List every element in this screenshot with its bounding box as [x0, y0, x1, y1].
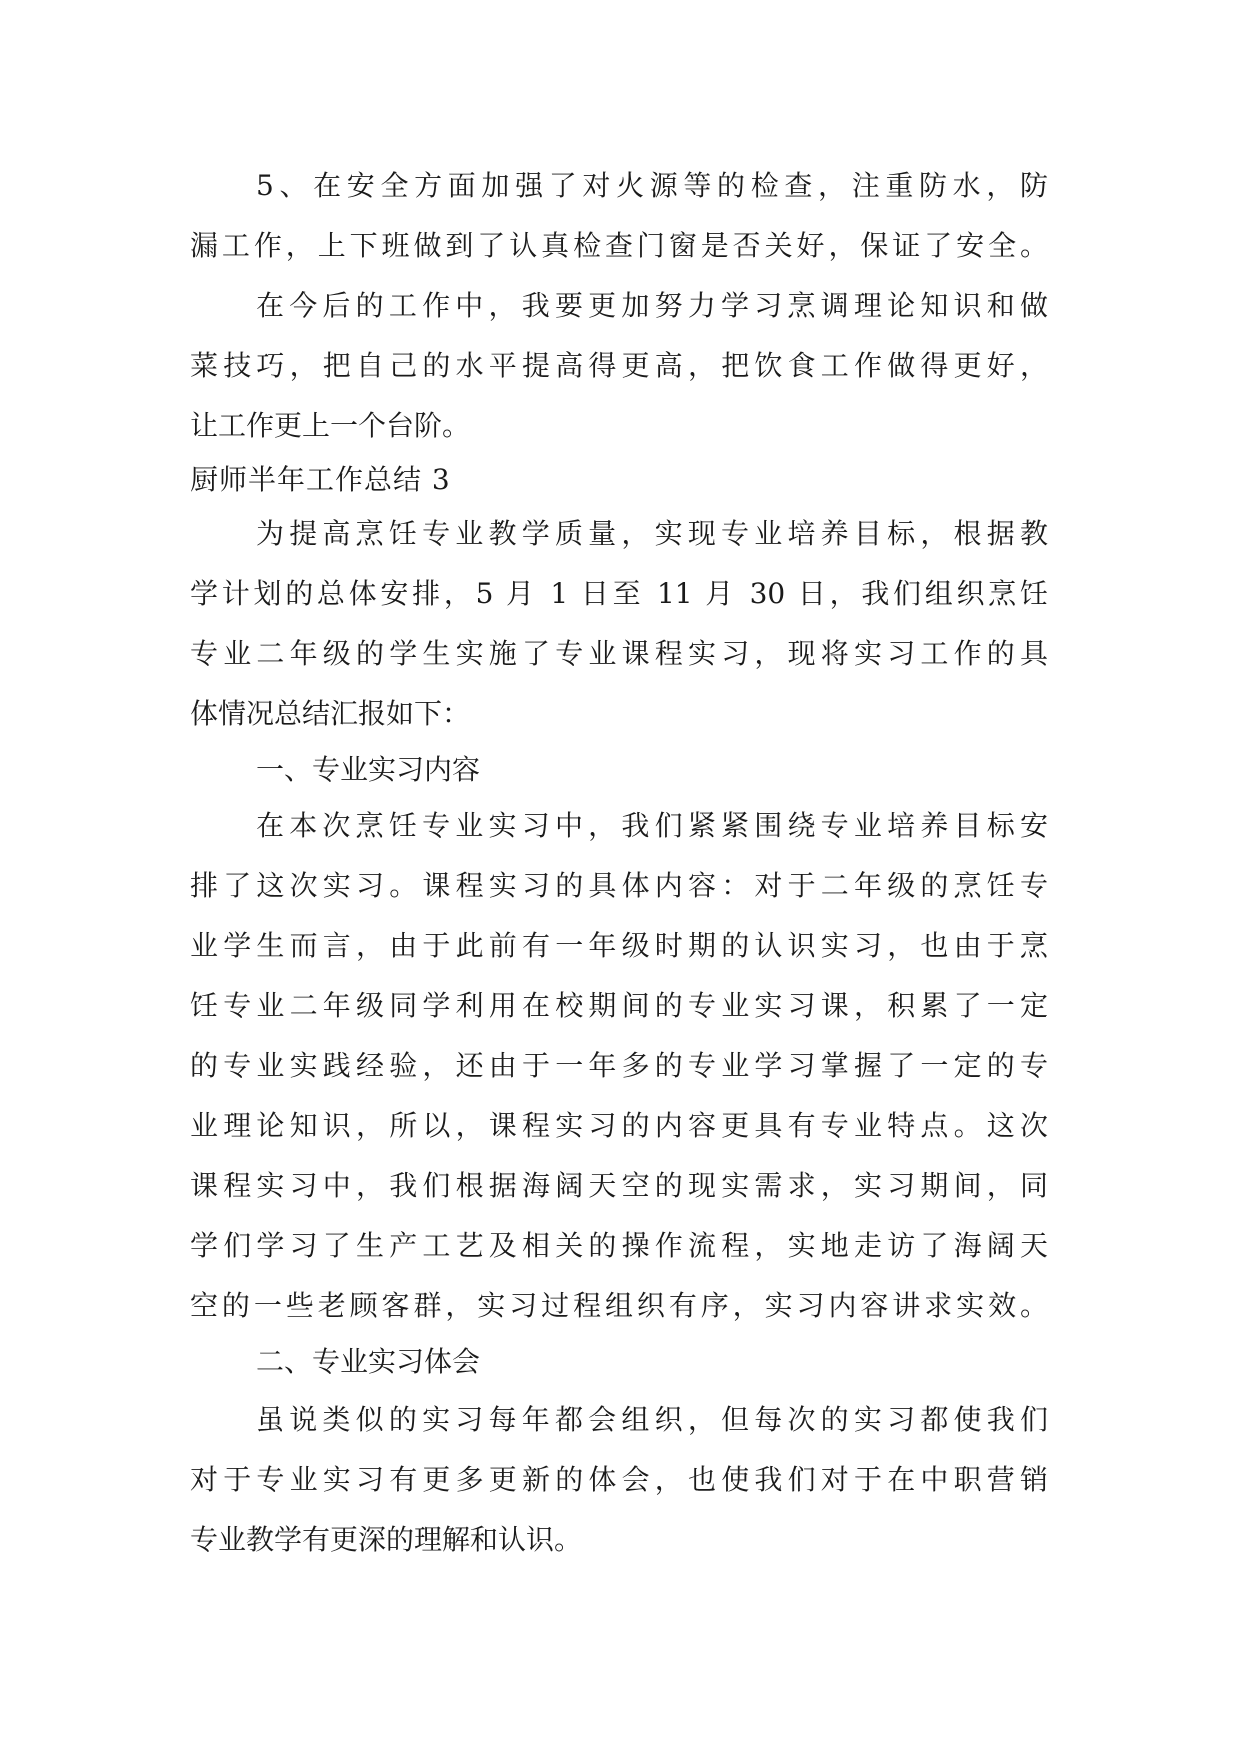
paragraph-line: 体情况总结汇报如下： [190, 697, 471, 730]
paragraph-line: 5、在安全方面加强了对火源等的检查，注重防水，防 [256, 169, 1048, 202]
paragraph-line: 对于专业实习有更多更新的体会，也使我们对于在中职营销 [190, 1463, 1048, 1496]
paragraph-line: 排了这次实习。课程实习的具体内容：对于二年级的烹饪专 [190, 869, 1048, 902]
paragraph-line: 课程实习中，我们根据海阔天空的现实需求，实习期间，同 [190, 1169, 1048, 1202]
paragraph-line: 饪专业二年级同学利用在校期间的专业实习课，积累了一定 [190, 989, 1048, 1022]
paragraph-line: 让工作更上一个台阶。 [190, 409, 471, 442]
paragraph-line: 虽说类似的实习每年都会组织，但每次的实习都使我们 [256, 1403, 1048, 1436]
paragraph-line: 在本次烹饪专业实习中，我们紧紧围绕专业培养目标安 [256, 809, 1048, 842]
subsection-title: 二、专业实习体会 [256, 1345, 481, 1378]
paragraph-line: 为提高烹饪专业教学质量，实现专业培养目标，根据教 [256, 517, 1048, 550]
paragraph-line: 菜技巧，把自己的水平提高得更高，把饮食工作做得更好， [190, 349, 1048, 382]
paragraph-line: 业理论知识，所以，课程实习的内容更具有专业特点。这次 [190, 1109, 1048, 1142]
subsection-title: 一、专业实习内容 [256, 753, 481, 786]
paragraph-line: 业学生而言，由于此前有一年级时期的认识实习，也由于烹 [190, 929, 1048, 962]
paragraph-line: 专业教学有更深的理解和认识。 [190, 1523, 583, 1556]
paragraph-line: 专业二年级的学生实施了专业课程实习，现将实习工作的具 [190, 637, 1048, 670]
paragraph-line: 空的一些老顾客群，实习过程组织有序，实习内容讲求实效。 [190, 1289, 1048, 1322]
paragraph-line: 的专业实践经验，还由于一年多的专业学习掌握了一定的专 [190, 1049, 1048, 1082]
paragraph-line: 学计划的总体安排，5 月 1 日至 11 月 30 日，我们组织烹饪 [190, 577, 1048, 610]
paragraph-line: 漏工作，上下班做到了认真检查门窗是否关好，保证了安全。 [190, 229, 1048, 262]
paragraph-line: 在今后的工作中，我要更加努力学习烹调理论知识和做 [256, 289, 1048, 322]
section-title: 厨师半年工作总结 3 [190, 463, 451, 496]
paragraph-line: 学们学习了生产工艺及相关的操作流程，实地走访了海阔天 [190, 1229, 1048, 1262]
